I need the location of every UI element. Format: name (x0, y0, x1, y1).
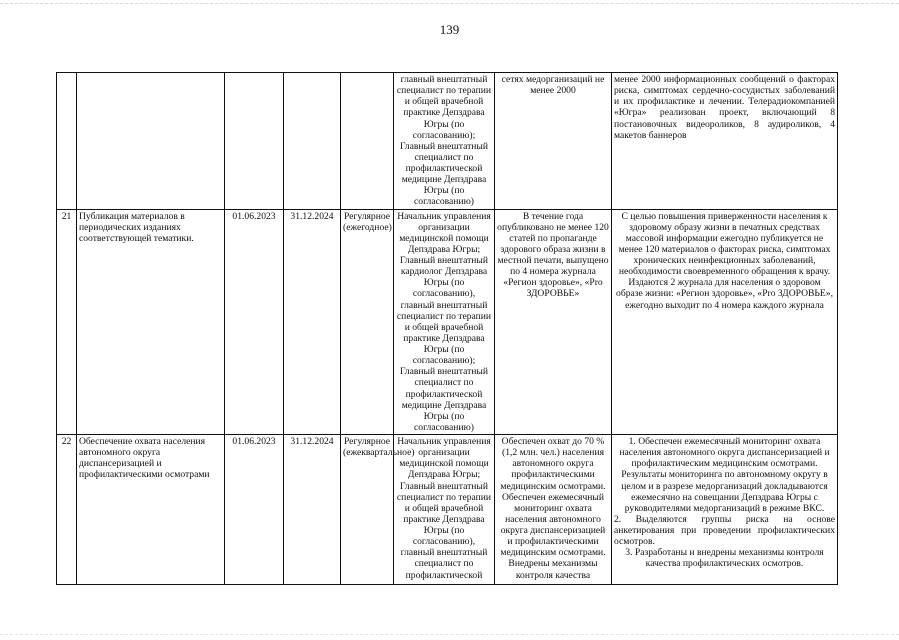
indicator-cell: Обеспечен охват до 70 % (1,2 млн. чел.) населения автономного округа профилактическими медицинским осмотрами. Обеспечен ежемесячный мониторинг охвата населения автономного округа диспансеризацией и профилактическими медицинским осмотрами. Внедрены механизмы контроля качества (495, 435, 612, 585)
responsible-cell: Начальник управления организации медицинской помощи Депздрава Югры; Главный внештатный кардиолог Депздрава Югры (по согласованию), главный внештатный специалист по терапии и общей врачебной практике Депздрава Югры (по согласованию); Главный внештатный специалист по профилактической медицине Депздрава Югры (по согласованию) (394, 209, 495, 435)
start-date-cell (225, 73, 284, 210)
responsible-cell: Начальник управления организации медицинской помощи Депздрава Югры; Главный внештатный специалист по терапии и общей врачебной практике Депздрава Югры (по согласованию), главный внештатный специалист по профилактической (394, 435, 495, 585)
result-cell: менее 2000 информационных сообщений о факторах риска, симптомах сердечно-сосудистых заболеваний и их профилактике и лечении. Телерадиокомпанией «Югра» реализован проект, включающий 8 постановочных видеороликов, 8 аудироликов, 4 макетов баннеров (612, 73, 838, 210)
table-row (57, 435, 838, 585)
period-cell (341, 73, 394, 210)
event-cell: Публикация материалов в периодических изданиях соответствующей тематики. (77, 209, 225, 435)
period-cell: Регулярное (ежеквартальное) (341, 435, 394, 585)
row-number (57, 73, 77, 210)
event-cell (77, 73, 225, 210)
scan-edge-bottom (0, 634, 899, 637)
start-date-cell: 01.06.2023 (225, 209, 284, 435)
scan-edge-top (0, 3, 899, 6)
period-cell: Регулярное (ежегодное) (341, 209, 394, 435)
page-number: 139 (439, 22, 460, 37)
end-date-cell (284, 73, 341, 210)
row-number: 21 (57, 209, 77, 435)
event-cell: Обеспечение охвата населения автономного округа диспансеризацией и профилактическими осмотрами (77, 435, 225, 585)
end-date-cell: 31.12.2024 (284, 209, 341, 435)
indicator-cell: В течение года опубликовано не менее 120 статей по пропаганде здорового образа жизни в местной печати, выпущено по 4 номера журнала «Регион здоровье», «Pro ЗДОРОВЬЕ» (495, 209, 612, 435)
result-cell: С целью повышения приверженности населения к здоровому образу жизни в печатных средствах массовой информации ежегодно публикуется не менее 120 материалов о факторах риска, симптомах хронических неинфекционных заболеваний, необходимости своевременного обращения к врачу. Издаются 2 журнала для населения о здоровом образе жизни: «Регион здоровье», «Pro ЗДОРОВЬЕ», ежегодно выходит по 4 номера каждого журнала (612, 209, 838, 435)
end-date-cell: 31.12.2024 (284, 435, 341, 585)
start-date-cell: 01.06.2023 (225, 435, 284, 585)
table-row (57, 73, 838, 210)
result-cell (612, 435, 838, 585)
row-number: 22 (57, 435, 77, 585)
measures-table (56, 72, 838, 585)
indicator-cell: сетях медорганизаций не менее 2000 (495, 73, 612, 210)
result-item: 3. Разработаны и внедрены механизмы контроля качества профилактических осмотров. (625, 547, 824, 570)
result-item: 1. Обеспечен ежемесячный мониторинг охвата населения автономного округа диспансеризацией и профилактическим медицинским осмотрами. Результаты мониторинга по автономному округу в целом и в разрезе медорганизаций докладываются ежемесячно на совещании Депздрава Югры с руководителями медорганизаций в режиме ВКС. (619, 436, 830, 514)
responsible-cell: главный внештатный специалист по терапии и общей врачебной практике Депздрава Югры (по согласованию); Главный внештатный специалист по профилактической медицине Депздрава Югры (по согласованию) (394, 73, 495, 210)
table-row (57, 209, 838, 435)
result-item: 2. Выделяются группы риска на основе анкетирования при проведении профилактических осмотров. (614, 513, 835, 548)
